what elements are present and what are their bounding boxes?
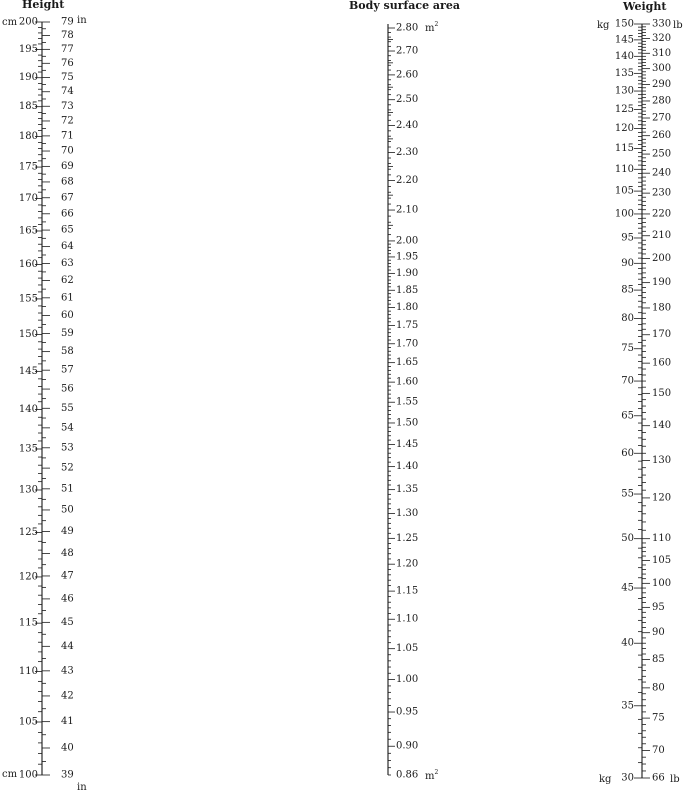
height-in-label: 79 bbox=[61, 16, 74, 28]
height-in-label: 46 bbox=[61, 593, 74, 605]
height-in-label: 65 bbox=[61, 224, 74, 236]
weight-kg-label: 45 bbox=[621, 582, 634, 594]
bsa-label: 1.25 bbox=[396, 532, 419, 544]
weight-lb-label: 105 bbox=[652, 554, 672, 566]
bsa-label: 1.55 bbox=[396, 396, 419, 408]
height-in-label: 62 bbox=[61, 274, 74, 286]
weight-kg-label: 35 bbox=[621, 700, 634, 712]
height-ticks bbox=[19, 17, 74, 781]
weight-kg-unit-top: kg bbox=[597, 20, 610, 31]
height-cm-label: 200 bbox=[18, 16, 38, 28]
weight-lb-label: 310 bbox=[652, 47, 672, 59]
weight-kg-label: 65 bbox=[621, 410, 634, 422]
weight-lb-label: 320 bbox=[652, 32, 672, 44]
height-cm-label: 190 bbox=[18, 72, 38, 84]
height-in-label: 58 bbox=[61, 346, 74, 358]
weight-lb-label: 130 bbox=[652, 454, 672, 466]
height-in-label: 48 bbox=[61, 548, 74, 560]
bsa-unit-top-base: m bbox=[425, 23, 435, 34]
bsa-unit-top-exp: 2 bbox=[434, 21, 439, 28]
bsa-label: 2.30 bbox=[396, 146, 419, 158]
weight-lb-label: 66 bbox=[652, 772, 665, 784]
bsa-label: 2.10 bbox=[396, 204, 419, 216]
height-in-label: 61 bbox=[61, 292, 74, 304]
weight-lb-label: 330 bbox=[652, 18, 672, 30]
weight-lb-label: 230 bbox=[652, 187, 672, 199]
height-in-label: 49 bbox=[61, 526, 74, 538]
bsa-label: 2.20 bbox=[396, 175, 419, 187]
weight-lb-label: 180 bbox=[652, 302, 672, 314]
weight-lb-label: 170 bbox=[652, 329, 672, 341]
height-axis bbox=[2, 15, 87, 790]
height-cm-label: 125 bbox=[18, 527, 38, 539]
bsa-label: 1.30 bbox=[396, 508, 419, 520]
weight-kg-label: 115 bbox=[614, 142, 634, 154]
height-in-label: 77 bbox=[61, 43, 74, 55]
bsa-label: 1.80 bbox=[396, 302, 419, 314]
bsa-label: 1.10 bbox=[396, 613, 419, 625]
bsa-label: 1.90 bbox=[396, 267, 419, 279]
height-in-label: 72 bbox=[61, 115, 74, 127]
weight-lb-label: 80 bbox=[652, 682, 665, 694]
weight-lb-label: 95 bbox=[652, 601, 665, 613]
weight-kg-label: 140 bbox=[614, 50, 634, 62]
bsa-label: 1.95 bbox=[396, 251, 419, 263]
weight-kg-label: 125 bbox=[614, 103, 634, 115]
height-in-label: 59 bbox=[61, 327, 74, 339]
weight-kg-label: 40 bbox=[621, 637, 634, 649]
weight-lb-label: 100 bbox=[652, 577, 672, 589]
height-cm-label: 130 bbox=[18, 484, 38, 496]
height-in-label: 68 bbox=[61, 176, 74, 188]
weight-lb-label: 75 bbox=[652, 712, 665, 724]
weight-kg-label: 105 bbox=[614, 185, 634, 197]
weight-kg-label: 145 bbox=[614, 34, 634, 46]
weight-lb-label: 250 bbox=[652, 148, 672, 160]
height-in-label: 54 bbox=[61, 422, 74, 434]
height-in-label: 64 bbox=[61, 241, 74, 253]
bsa-label: 0.86 bbox=[396, 769, 419, 781]
height-in-label: 40 bbox=[61, 742, 74, 754]
height-in-label: 45 bbox=[61, 616, 74, 628]
weight-title: Weight bbox=[623, 0, 667, 13]
bsa-label: 0.90 bbox=[396, 740, 419, 752]
bsa-label: 2.40 bbox=[396, 120, 419, 132]
height-cm-label: 180 bbox=[18, 130, 38, 142]
bsa-label: 1.60 bbox=[396, 376, 419, 388]
bsa-label: 1.05 bbox=[396, 643, 419, 655]
bsa-label: 2.80 bbox=[396, 22, 419, 34]
weight-kg-label: 100 bbox=[614, 208, 634, 220]
height-cm-label: 120 bbox=[18, 571, 38, 583]
bsa-label: 1.20 bbox=[396, 558, 419, 570]
height-in-label: 69 bbox=[61, 160, 74, 172]
height-cm-label: 115 bbox=[18, 617, 38, 629]
height-cm-label: 135 bbox=[18, 443, 38, 455]
weight-kg-unit-bottom: kg bbox=[599, 774, 612, 785]
weight-lb-label: 210 bbox=[652, 230, 672, 242]
height-in-label: 51 bbox=[61, 483, 74, 495]
height-in-label: 71 bbox=[61, 130, 74, 142]
height-in-label: 55 bbox=[61, 402, 74, 414]
weight-kg-label: 70 bbox=[621, 375, 634, 387]
bsa-label: 2.70 bbox=[396, 45, 419, 57]
weight-kg-label: 85 bbox=[621, 284, 634, 296]
height-cm-label: 145 bbox=[18, 365, 38, 377]
weight-lb-label: 140 bbox=[652, 420, 672, 432]
height-cm-label: 160 bbox=[18, 258, 38, 270]
height-cm-unit-top: cm bbox=[2, 17, 18, 28]
bsa-label: 1.40 bbox=[396, 461, 419, 473]
height-in-label: 76 bbox=[61, 57, 74, 69]
bsa-label: 1.65 bbox=[396, 357, 419, 369]
height-cm-label: 170 bbox=[18, 193, 38, 205]
height-in-label: 70 bbox=[61, 145, 74, 157]
height-in-label: 67 bbox=[61, 192, 74, 204]
bsa-label: 2.60 bbox=[396, 69, 419, 81]
height-cm-label: 195 bbox=[18, 44, 38, 56]
height-title: Height bbox=[22, 0, 65, 11]
bsa-label: 1.45 bbox=[396, 438, 419, 450]
height-cm-label: 140 bbox=[18, 403, 38, 415]
height-cm-label: 165 bbox=[18, 225, 38, 237]
bsa-axis bbox=[388, 21, 438, 782]
weight-lb-label: 270 bbox=[652, 112, 672, 124]
weight-kg-label: 110 bbox=[614, 163, 634, 175]
height-in-label: 60 bbox=[61, 309, 74, 321]
bsa-label: 0.95 bbox=[396, 706, 419, 718]
height-in-label: 75 bbox=[61, 71, 74, 83]
weight-lb-label: 190 bbox=[652, 277, 672, 289]
weight-lb-label: 150 bbox=[652, 387, 672, 399]
weight-kg-label: 30 bbox=[621, 772, 634, 784]
bsa-label: 2.50 bbox=[396, 94, 419, 106]
bsa-label: 1.70 bbox=[396, 338, 419, 350]
height-in-label: 78 bbox=[61, 30, 74, 42]
weight-lb-label: 220 bbox=[652, 208, 672, 220]
height-cm-label: 105 bbox=[18, 716, 38, 728]
weight-kg-label: 135 bbox=[614, 67, 634, 79]
weight-lb-label: 200 bbox=[652, 253, 672, 265]
height-in-label: 39 bbox=[61, 769, 74, 781]
height-in-label: 57 bbox=[61, 364, 74, 376]
weight-lb-label: 120 bbox=[652, 492, 672, 504]
height-cm-unit-bottom: cm bbox=[2, 769, 18, 780]
weight-kg-label: 130 bbox=[614, 85, 634, 97]
bsa-ticks bbox=[388, 23, 418, 781]
height-in-label: 73 bbox=[61, 100, 74, 112]
bsa-unit-bottom bbox=[425, 769, 438, 782]
height-in-unit-top: in bbox=[77, 15, 87, 26]
weight-kg-label: 80 bbox=[621, 312, 634, 324]
height-in-unit-bottom: in bbox=[77, 782, 87, 790]
bsa-label: 1.50 bbox=[396, 417, 419, 429]
weight-lb-label: 110 bbox=[652, 533, 672, 545]
height-cm-label: 150 bbox=[18, 329, 38, 341]
weight-kg-label: 120 bbox=[614, 123, 634, 135]
weight-lb-unit-top: lb bbox=[673, 20, 683, 31]
height-cm-label: 175 bbox=[18, 161, 38, 173]
weight-lb-label: 240 bbox=[652, 167, 672, 179]
height-in-label: 52 bbox=[61, 462, 74, 474]
weight-kg-label: 55 bbox=[621, 488, 634, 500]
height-in-label: 66 bbox=[61, 208, 74, 220]
height-cm-label: 155 bbox=[18, 293, 38, 305]
weight-lb-label: 300 bbox=[652, 63, 672, 75]
height-cm-label: 185 bbox=[18, 101, 38, 113]
weight-kg-label: 75 bbox=[621, 343, 634, 355]
height-in-label: 74 bbox=[61, 86, 74, 98]
weight-kg-label: 90 bbox=[621, 257, 634, 269]
bsa-unit-top bbox=[425, 21, 438, 34]
bsa-unit-bottom-base: m bbox=[425, 771, 435, 782]
weight-lb-label: 290 bbox=[652, 79, 672, 91]
bsa-label: 1.75 bbox=[396, 319, 419, 331]
height-cm-label: 110 bbox=[18, 665, 38, 677]
bsa-label: 1.35 bbox=[396, 484, 419, 496]
bsa-unit-bottom-exp: 2 bbox=[434, 769, 439, 776]
height-in-label: 47 bbox=[61, 570, 74, 582]
weight-lb-label: 90 bbox=[652, 627, 665, 639]
height-in-label: 50 bbox=[61, 504, 74, 516]
weight-lb-label: 85 bbox=[652, 653, 665, 665]
weight-lb-label: 280 bbox=[652, 95, 672, 107]
weight-lb-label: 160 bbox=[652, 357, 672, 369]
weight-lb-label: 70 bbox=[652, 744, 665, 756]
height-in-label: 43 bbox=[61, 665, 74, 677]
height-in-label: 42 bbox=[61, 690, 74, 702]
weight-kg-label: 95 bbox=[621, 232, 634, 244]
weight-ticks bbox=[615, 19, 671, 784]
bsa-label: 2.00 bbox=[396, 235, 419, 247]
height-in-label: 41 bbox=[61, 716, 74, 728]
weight-kg-label: 50 bbox=[621, 533, 634, 545]
weight-lb-label: 260 bbox=[652, 130, 672, 142]
weight-axis bbox=[597, 19, 683, 786]
height-in-label: 53 bbox=[61, 442, 74, 454]
weight-kg-label: 150 bbox=[614, 18, 634, 30]
weight-kg-label: 60 bbox=[621, 447, 634, 459]
bsa-label: 1.85 bbox=[396, 284, 419, 296]
height-cm-label: 100 bbox=[18, 769, 38, 781]
height-in-label: 44 bbox=[61, 640, 74, 652]
bsa-label: 1.15 bbox=[396, 585, 419, 597]
bsa-title: Body surface area bbox=[349, 0, 460, 12]
height-in-label: 63 bbox=[61, 257, 74, 269]
weight-lb-unit-bottom: lb bbox=[670, 774, 680, 785]
bsa-label: 1.00 bbox=[396, 674, 419, 686]
height-in-label: 56 bbox=[61, 383, 74, 395]
